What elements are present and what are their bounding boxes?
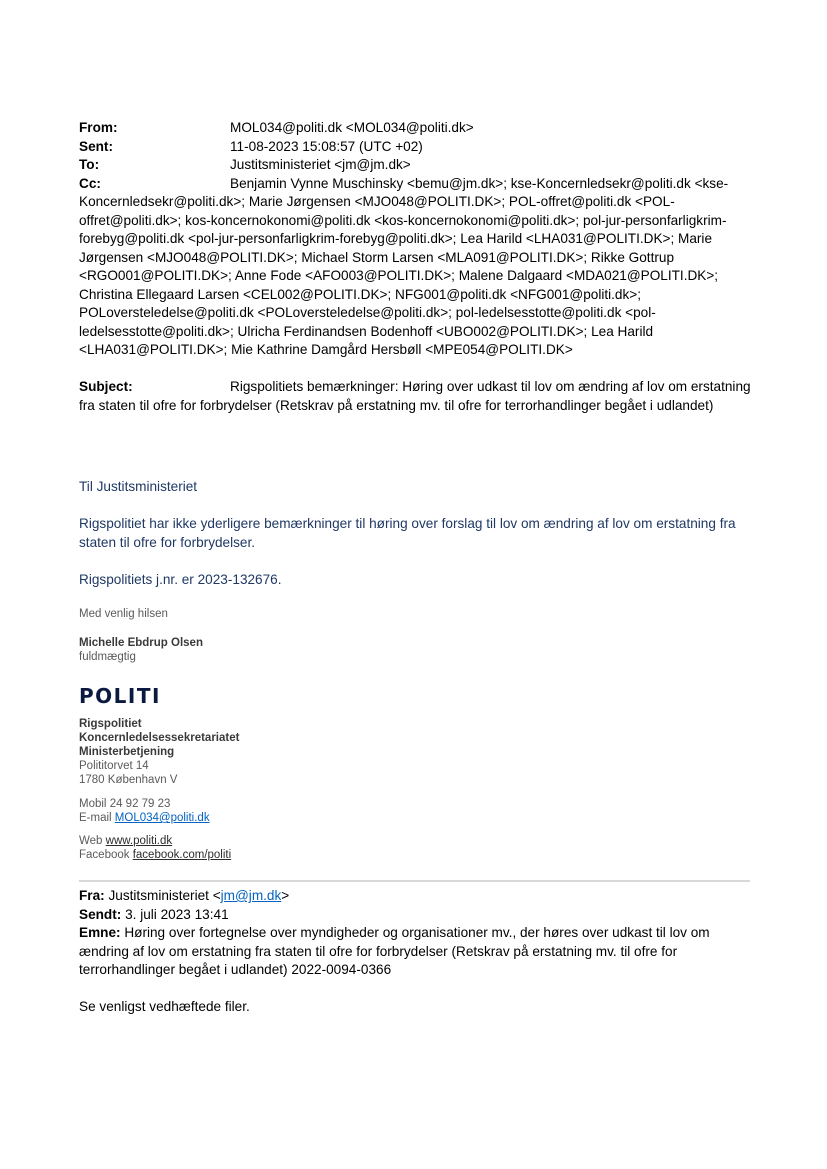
emne-value: Høring over fortegnelse over myndigheder og organisationer mv., der høres over udkast til lov om ændring af lov om erstatning fra staten til ofre for forbrydelser (Retskrav på erstatning mv. til ofre for terrorhandlinger begået i udlandet) 2022-0094-0366 (79, 925, 710, 977)
fra-name: Justitsministeriet < (108, 888, 221, 903)
to-label: To: (79, 157, 100, 172)
web-label: Web (79, 835, 103, 847)
address-line1: Polititorvet 14 (79, 760, 149, 772)
cc-label: Cc: (79, 175, 101, 191)
attachment-note: Se venligst vedhæftede filer. (79, 999, 250, 1014)
organization-block (79, 717, 239, 787)
reference-number: Rigspolitiets j.nr. er 2023-132676. (79, 572, 282, 587)
fra-label: Fra: (79, 888, 105, 903)
sendt-value: 3. juli 2023 13:41 (125, 906, 229, 922)
signer-title: fuldmægtig (79, 651, 136, 663)
org-line3: Ministerbetjening (79, 746, 175, 758)
web-link[interactable]: www.politi.dk (105, 835, 173, 847)
cc-value: Benjamin Vynne Muschinsky <bemu@jm.dk>; kse-Koncernledsekr@politi.dk <kse-Koncernledsekr@politi.dk>; Marie Jørgensen <MJO048@POLITI.DK>; POL-offret@politi.dk <POL-offret@politi.dk>; kos-koncernokonomi@politi.dk <kos-koncernokonomi@politi.dk>; pol-jur-personfarligkrim-forebyg@politi.dk <pol-jur-personfarligkrim-forebyg@politi.dk>; Lea Harild <LHA031@POLITI.DK>; Marie Jørgensen <MJO048@POLITI.DK>; Michael Storm Larsen <MLA091@POLITI.DK>; Rikke Gottrup <RGO001@POLITI.DK>; Anne Fode <AFO003@POLITI.DK>; Malene Dalgaard <MDA021@POLITI.DK>; Christina Ellegaard Larsen <CEL002@POLITI.DK>; NFG001@politi.dk <NFG001@politi.dk>; POLoversteledelse@politi.dk <POLoversteledelse@politi.dk>; pol-ledelsesstotte@politi.dk <pol-ledelsesstotte@politi.dk>; Ulricha Ferdinandsen Bodenhoff <UBO002@POLITI.DK>; Lea Harild <LHA031@POLITI.DK>; Mie Kathrine Damgård Hersbøll <MPE054@POLITI.DK> (79, 175, 729, 357)
sent-value: 11-08-2023 15:08:57 (UTC +02) (230, 138, 423, 154)
from-value: MOL034@politi.dk <MOL034@politi.dk> (230, 120, 474, 135)
facebook-label: Facebook (79, 849, 130, 861)
mobile-label: Mobil (79, 798, 107, 810)
signer-name: Michelle Ebdrup Olsen (79, 637, 203, 649)
org-line2: Koncernledelsessekretariatet (79, 732, 240, 744)
emne-label: Emne: (79, 925, 121, 940)
subject-row (79, 378, 755, 415)
facebook-link[interactable]: facebook.com/politi (132, 849, 232, 861)
mobile-value: 24 92 79 23 (109, 798, 171, 810)
subject-value: Rigspolitiets bemærkninger: Høring over udkast til lov om ændring af lov om erstatning fra staten til ofre for forbrydelser (Retskrav på erstatning mv. til ofre for terrorhandlinger begået i udlandet) (79, 379, 751, 413)
greeting: Til Justitsministeriet (79, 479, 198, 494)
email-link[interactable]: MOL034@politi.dk (114, 812, 210, 824)
body-paragraph: Rigspolitiet har ikke yderligere bemærkninger til høring over forslag til lov om ændring af lov om erstatning fra staten til ofre for forbrydelser. (79, 516, 736, 550)
contact-block (79, 797, 210, 825)
politi-logo: POLITI (79, 684, 161, 708)
subject-label: Subject: (79, 379, 133, 394)
cc-row (79, 175, 755, 360)
org-line1: Rigspolitiet (79, 718, 142, 730)
signature-block-name (79, 636, 203, 664)
divider (79, 880, 750, 882)
to-value: Justitsministeriet <jm@jm.dk> (230, 157, 411, 172)
sent-label: Sent: (79, 138, 113, 154)
closing: Med venlig hilsen (79, 608, 168, 620)
web-block (79, 834, 231, 862)
sendt-label: Sendt: (79, 906, 122, 922)
address-line2: 1780 København V (79, 774, 178, 786)
email-label: E-mail (79, 812, 112, 824)
from-label: From: (79, 120, 118, 135)
forwarded-header (79, 887, 759, 980)
fra-end: > (281, 888, 290, 903)
fra-email-link[interactable]: jm@jm.dk (220, 888, 282, 903)
